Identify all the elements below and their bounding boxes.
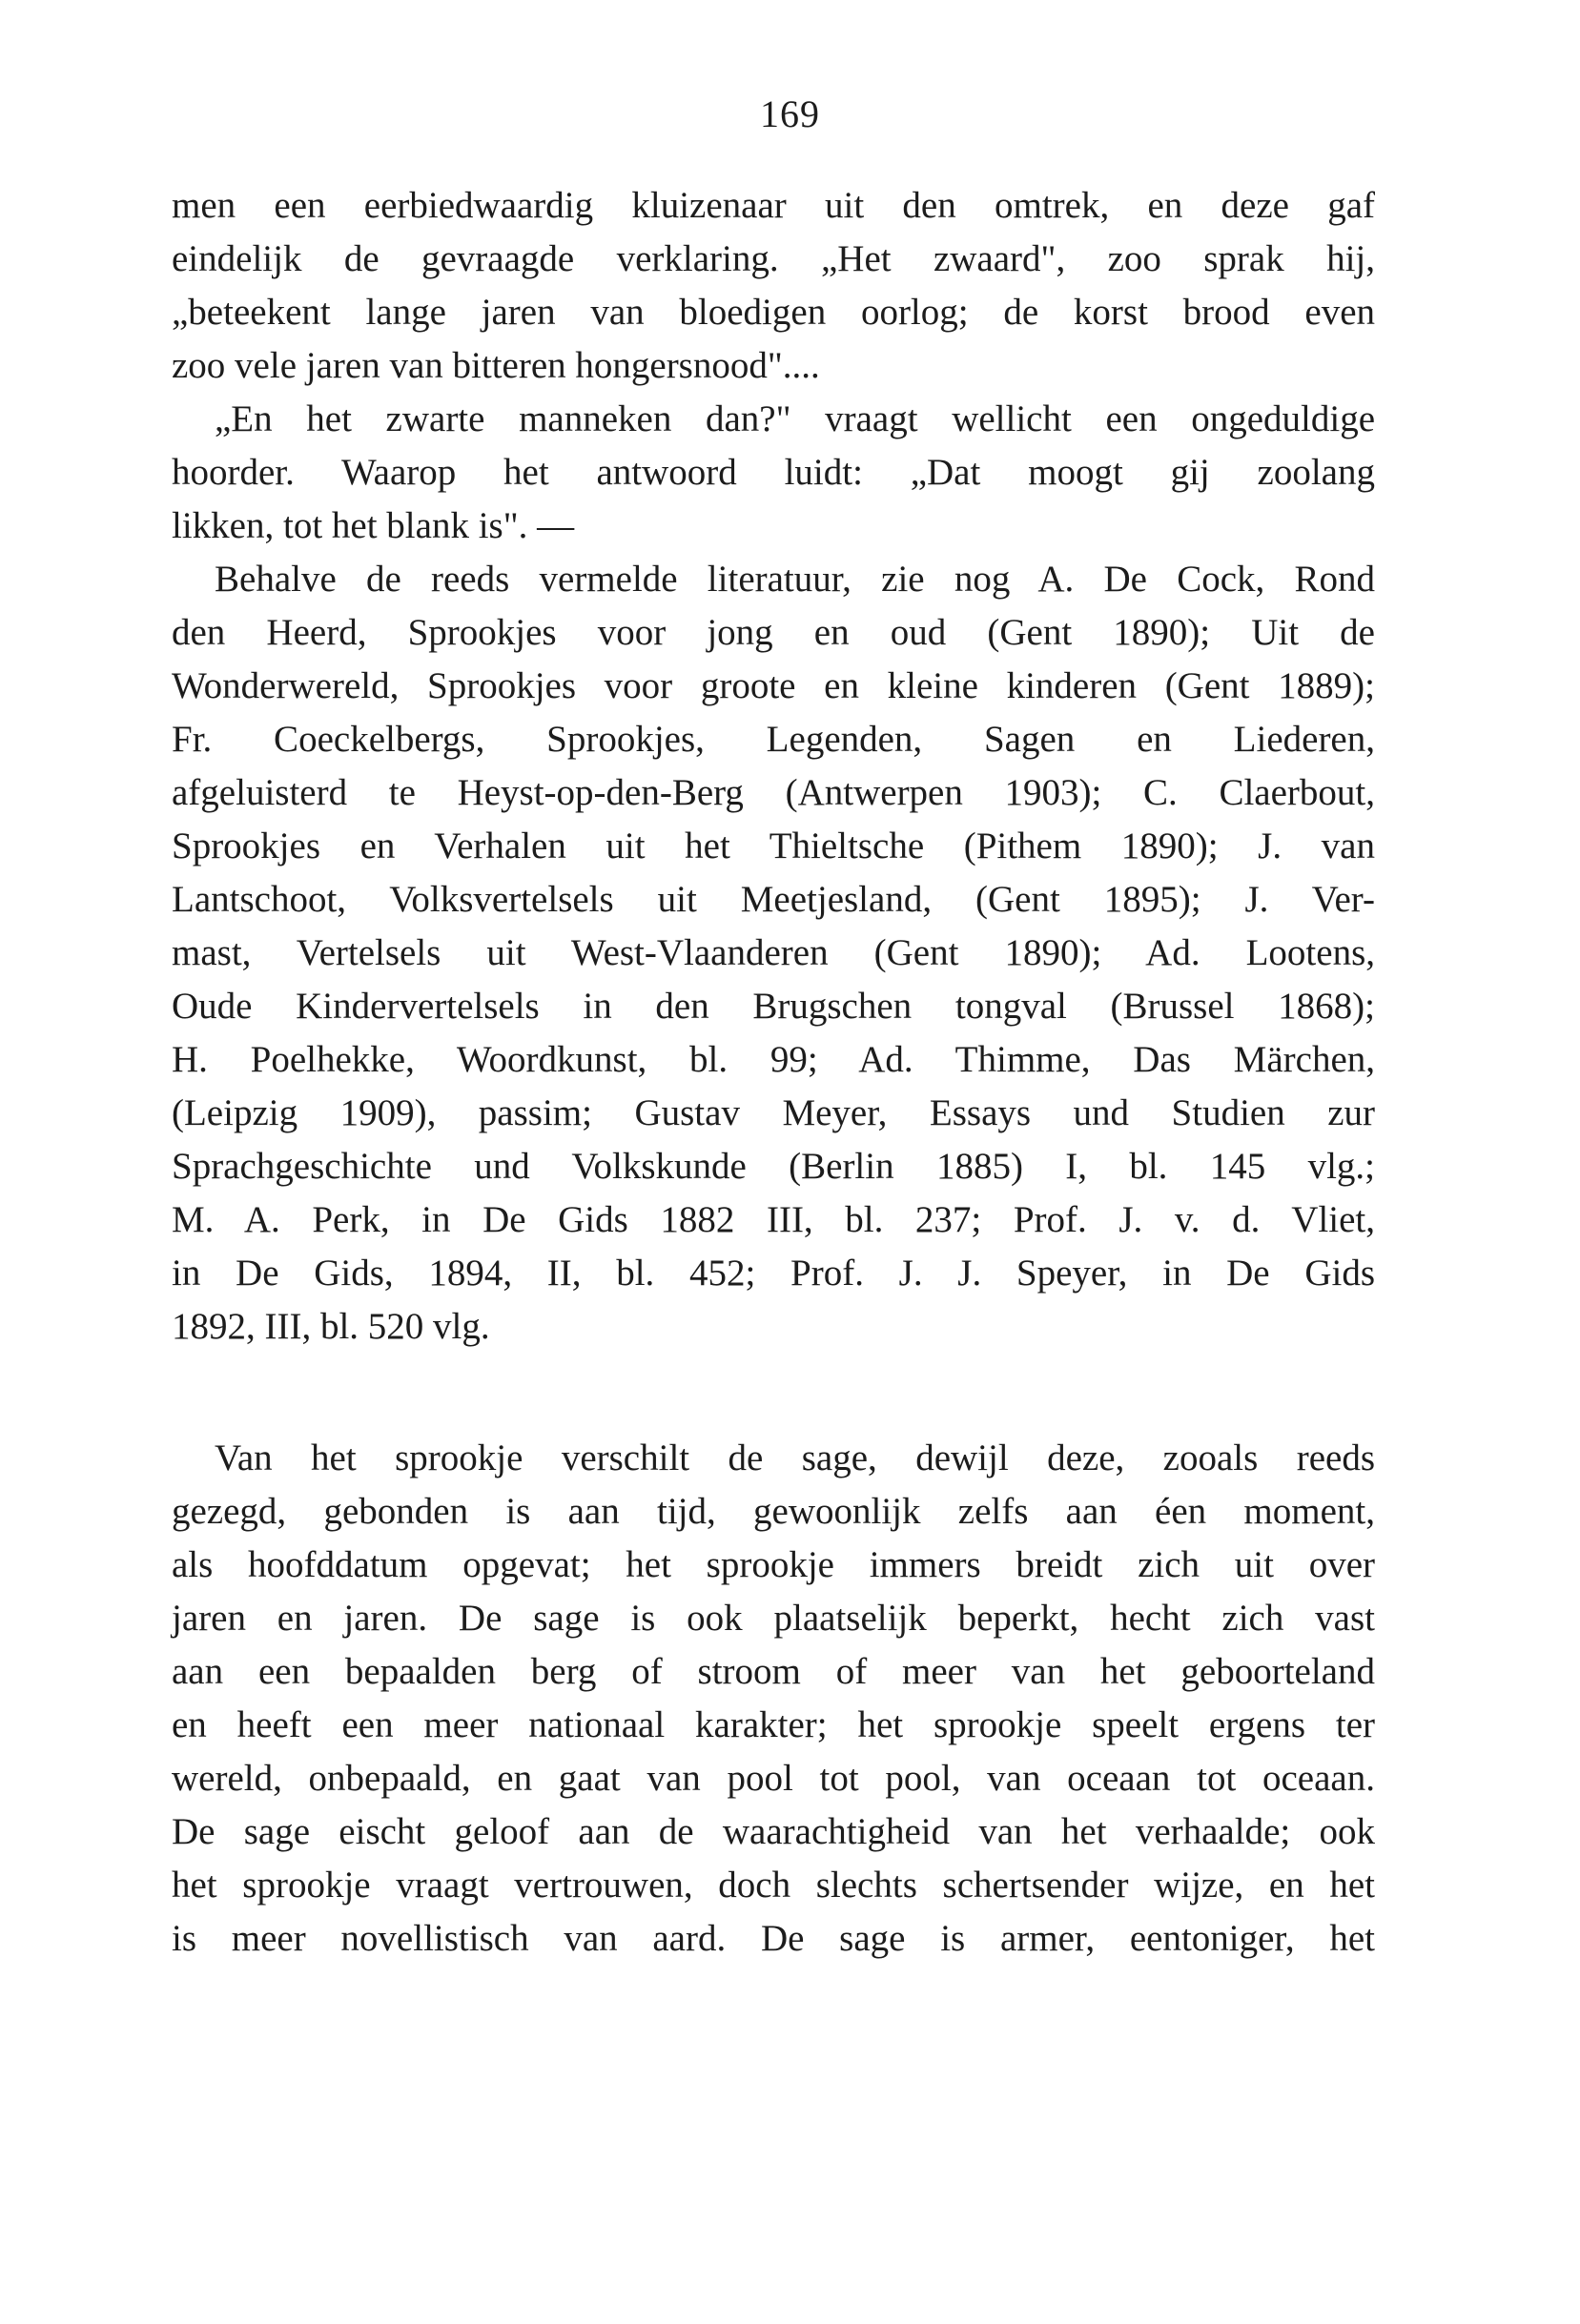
text-line: Behalve de reeds vermelde literatuur, zie nog A. De Cock, Rond: [215, 559, 1375, 600]
text-line: zoo vele jaren van bitteren hongersnood"....: [172, 345, 820, 386]
page-number: 169: [760, 92, 820, 135]
text-line: en heeft een meer nationaal karakter; het sprookje speelt ergens ter: [172, 1704, 1375, 1745]
text-line: H. Poelhekke, Woordkunst, bl. 99; Ad. Thimme, Das Märchen,: [172, 1039, 1375, 1080]
text-line: als hoofddatum opgevat; het sprookje immers breidt zich uit over: [172, 1544, 1375, 1585]
text-line: aan een bepaalden berg of stroom of meer van het geboorteland: [172, 1651, 1375, 1692]
text-line: mast, Vertelsels uit West-Vlaanderen (Gent 1890); Ad. Lootens,: [172, 932, 1375, 973]
text-line: „beteekent lange jaren van bloedigen oorlog; de korst brood even: [172, 292, 1375, 333]
text-line: M. A. Perk, in De Gids 1882 III, bl. 237; Prof. J. v. d. Vliet,: [172, 1199, 1375, 1240]
text-line: het sprookje vraagt vertrouwen, doch slechts schertsender wijze, en het: [172, 1865, 1375, 1906]
text-line: Oude Kindervertelsels in den Brugschen tongval (Brussel 1868);: [172, 986, 1375, 1027]
text-line: likken, tot het blank is". —: [172, 505, 575, 546]
text-line: is meer novellistisch van aard. De sage is armer, eentoniger, het: [172, 1918, 1375, 1959]
text-line: den Heerd, Sprookjes voor jong en oud (Gent 1890); Uit de: [172, 612, 1375, 653]
text-line: Lantschoot, Volksvertelsels uit Meetjesland, (Gent 1895); J. Ver-: [172, 879, 1375, 920]
text-line: in De Gids, 1894, II, bl. 452; Prof. J. J. Speyer, in De Gids: [172, 1253, 1375, 1294]
text-line: hoorder. Waarop het antwoord luidt: „Dat moogt gij zoolang: [172, 452, 1375, 493]
text-line: Sprachgeschichte und Volkskunde (Berlin 1885) I, bl. 145 vlg.;: [172, 1146, 1375, 1187]
text-line: men een eerbiedwaardig kluizenaar uit den omtrek, en deze gaf: [172, 185, 1375, 226]
text-line: Fr. Coeckelbergs, Sprookjes, Legenden, Sagen en Liederen,: [172, 719, 1375, 760]
text-line: „En het zwarte manneken dan?" vraagt wellicht een ongeduldige: [215, 398, 1375, 439]
text-line: Sprookjes en Verhalen uit het Thieltsche (Pithem 1890); J. van: [172, 826, 1375, 866]
text-line: (Leipzig 1909), passim; Gustav Meyer, Essays und Studien zur: [172, 1092, 1375, 1133]
text-line: gezegd, gebonden is aan tijd, gewoonlijk zelfs aan éen moment,: [172, 1491, 1375, 1532]
text-line: afgeluisterd te Heyst-op-den-Berg (Antwerpen 1903); C. Claerbout,: [172, 772, 1375, 813]
text-line: Van het sprookje verschilt de sage, dewijl deze, zooals reeds: [215, 1437, 1375, 1478]
text-line: 1892, III, bl. 520 vlg.: [172, 1306, 490, 1347]
text-line: jaren en jaren. De sage is ook plaatselijk beperkt, hecht zich vast: [172, 1598, 1375, 1639]
text-line: eindelijk de gevraagde verklaring. „Het zwaard", zoo sprak hij,: [172, 238, 1375, 279]
text-line: Wonderwereld, Sprookjes voor groote en kleine kinderen (Gent 1889);: [172, 665, 1375, 706]
text-line: De sage eischt geloof aan de waarachtigheid van het verhaalde; ook: [172, 1811, 1375, 1852]
text-line: wereld, onbepaald, en gaat van pool tot pool, van oceaan tot oceaan.: [172, 1758, 1375, 1799]
